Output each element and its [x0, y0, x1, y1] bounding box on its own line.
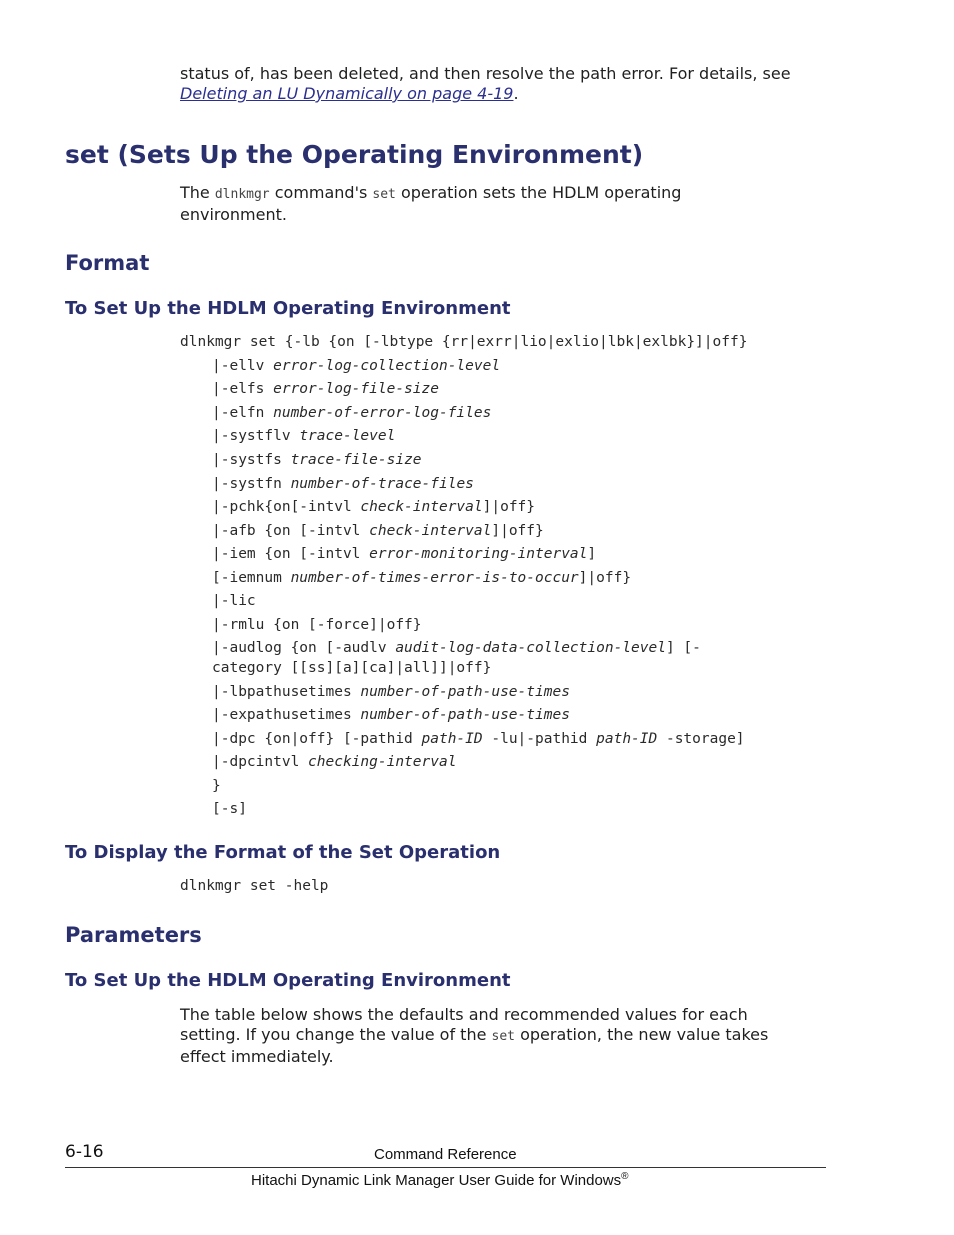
code-token: category [[ss][a][ca]|all]]|off}: [212, 660, 492, 676]
format-subheading-display: To Display the Format of the Set Operation: [65, 842, 501, 863]
code-placeholder: number-of-error-log-files: [273, 405, 492, 421]
footer-guide-text: Hitachi Dynamic Link Manager User Guide for Windows: [251, 1172, 622, 1189]
code-placeholder: number-of-trace-files: [290, 476, 474, 492]
code-line: [212, 682, 570, 702]
section-title: set (Sets Up the Operating Environment): [65, 140, 644, 169]
desc-cmd-dlnkmgr: dlnkmgr: [214, 187, 270, 202]
code-placeholder: error-monitoring-interval: [369, 546, 588, 562]
code-token: |-systfn: [212, 476, 291, 492]
code-line: [212, 403, 491, 423]
code-placeholder: number-of-path-use-times: [360, 684, 570, 700]
code-token: -lu|-pathid: [482, 731, 597, 747]
code-line: [212, 426, 395, 446]
code-line: [212, 356, 500, 376]
code-token: |-audlog {on [-audlv: [212, 640, 396, 656]
footer-chapter: Command Reference: [374, 1146, 517, 1163]
code-placeholder: check-interval: [360, 499, 483, 515]
code-token: }: [212, 778, 221, 794]
code-line: [212, 591, 256, 611]
code-line: [212, 799, 247, 819]
code-token: |-pchk{on[-intvl: [212, 499, 361, 515]
code-line: [212, 752, 456, 772]
code-token: |-ellv: [212, 358, 274, 374]
deleting-lu-link[interactable]: Deleting an LU Dynamically on page 4-19: [180, 84, 514, 103]
code-line: [212, 450, 422, 470]
code-token: |-expathusetimes: [212, 707, 361, 723]
parameters-heading: Parameters: [65, 923, 202, 947]
intro-period: .: [513, 84, 519, 103]
code-placeholder: number-of-times-error-is-to-occur: [290, 570, 579, 586]
param-line1: The table below shows the defaults and recommended values for each: [180, 1005, 748, 1024]
intro-paragraph: [180, 64, 880, 104]
code-token: ]: [587, 546, 597, 562]
parameters-paragraph: [180, 1005, 880, 1067]
page-number: 6-16: [65, 1142, 104, 1162]
code-token: ]|off}: [482, 499, 536, 515]
code-token: ]|off}: [491, 523, 544, 539]
param-line3: effect immediately.: [180, 1047, 334, 1066]
desc-mid: command's: [269, 183, 373, 202]
code-line: [212, 615, 422, 635]
param-line2-pre: setting. If you change the value of the: [180, 1025, 492, 1044]
code-placeholder: number-of-path-use-times: [360, 707, 570, 723]
code-line: [212, 379, 439, 399]
code-token: |-rmlu {on [-force]|off}: [212, 617, 422, 633]
code-placeholder: checking-interval: [308, 754, 457, 770]
code-line: [212, 776, 221, 796]
code-placeholder: trace-file-size: [290, 452, 422, 468]
footer-guide-title: [251, 1171, 629, 1189]
code-token: |-elfn: [212, 405, 274, 421]
code-placeholder: audit-log-data-collection-level: [395, 640, 666, 656]
desc-line2: environment.: [180, 205, 287, 224]
code-token: |-iem {on [-intvl: [212, 546, 370, 562]
code-token: [-s]: [212, 801, 247, 817]
code-line: [212, 568, 631, 588]
code-token: dlnkmgr set {-lb {on [-lbtype {rr|exrr|lio|exlio|lbk|exlbk}]|off}: [180, 334, 748, 350]
code-token: -storage]: [657, 731, 745, 747]
format-subheading-setup: To Set Up the HDLM Operating Environment: [65, 298, 511, 319]
code-token: |-dpc {on|off} [-pathid: [212, 731, 422, 747]
code-token: [-iemnum: [212, 570, 291, 586]
code-line: [212, 705, 570, 725]
code-token: |-dpcintvl: [212, 754, 309, 770]
code-line: [180, 332, 747, 352]
code-token: |-elfs: [212, 381, 274, 397]
code-token: ]|off}: [578, 570, 632, 586]
code-line: [212, 497, 535, 517]
footer-rule: [65, 1167, 826, 1168]
help-command: dlnkmgr set -help: [180, 878, 329, 894]
code-line: [212, 729, 745, 749]
param-line2-post: operation, the new value takes: [515, 1025, 769, 1044]
desc-post: operation sets the HDLM operating: [395, 183, 682, 202]
param-code-set: set: [491, 1029, 515, 1044]
desc-cmd-set: set: [372, 187, 396, 202]
code-token: |-systfs: [212, 452, 291, 468]
code-line: [212, 521, 544, 541]
intro-line: status of, has been deleted, and then resolve the path error. For details, see: [180, 64, 791, 83]
registered-mark: ®: [621, 1171, 629, 1182]
code-token: |-afb {on [-intvl: [212, 523, 370, 539]
format-heading: Format: [65, 251, 150, 275]
code-placeholder: check-interval: [369, 523, 492, 539]
code-placeholder: trace-level: [299, 428, 396, 444]
parameters-subheading-setup: To Set Up the HDLM Operating Environment: [65, 970, 511, 991]
code-placeholder: error-log-collection-level: [273, 358, 501, 374]
code-token: ] [-: [665, 640, 701, 656]
code-line: [212, 658, 491, 678]
code-line: [212, 638, 701, 658]
code-token: |-lbpathusetimes: [212, 684, 361, 700]
code-placeholder: path-ID: [421, 731, 483, 747]
code-token: |-lic: [212, 593, 256, 609]
code-line: [212, 544, 596, 564]
code-placeholder: error-log-file-size: [273, 381, 439, 397]
code-placeholder: path-ID: [596, 731, 658, 747]
code-token: |-systflv: [212, 428, 300, 444]
section-description: [180, 183, 880, 225]
desc-pre: The: [180, 183, 215, 202]
code-line: [212, 474, 474, 494]
